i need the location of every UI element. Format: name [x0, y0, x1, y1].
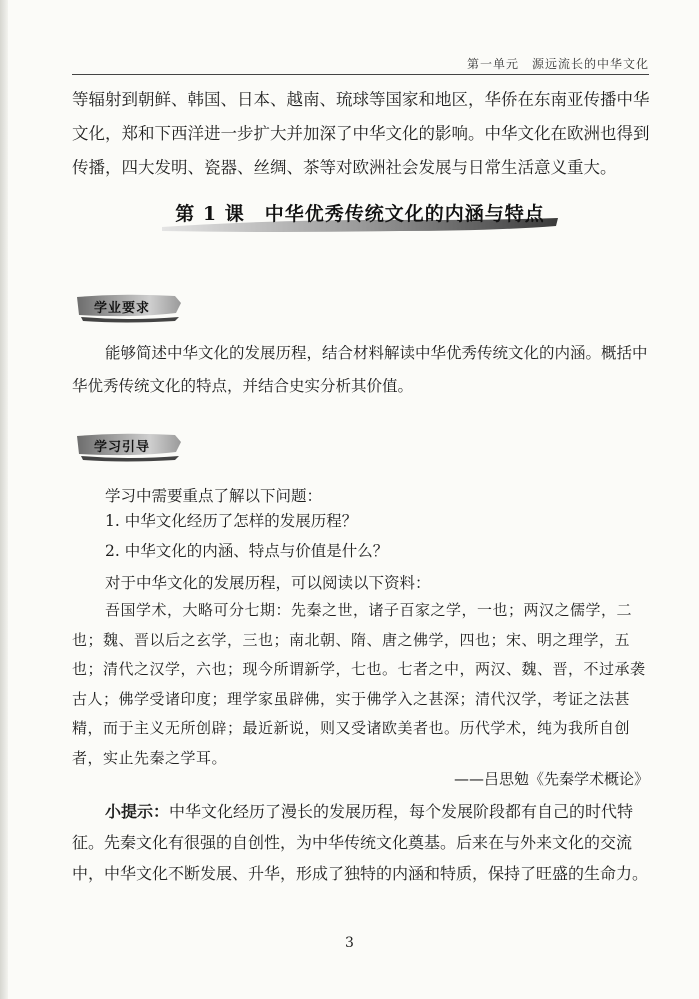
running-header: 第一单元 源远流长的中华文化	[466, 57, 649, 71]
intro-line: 文化，郑和下西洋进一步扩大并加深了中华文化的影响。中华文化在欧洲也得到	[72, 124, 650, 143]
requirements-text: 能够简述中华文化的发展历程，结合材料解读中华优秀传统文化的内涵。概括中华优秀传统文化的特点，并结合史实分析其价值。	[72, 344, 648, 395]
page-number: 3	[345, 935, 354, 951]
intro-line: 传播，四大发明、瓷器、丝绸、茶等对欧洲社会发展与日常生活意义重大。	[72, 158, 617, 177]
question-item: 1. 中华文化经历了怎样的发展历程？	[105, 512, 358, 530]
quoted-passage: 吾国学术，大略可分七期：先秦之世，诸子百家之学，一也；两汉之儒学，二也；魏、晋以后之玄学，三也；南北朝、隋、唐之佛学，四也；宋、明之理学，五也；清代之汉学，六也；现今所谓新学，七也。七者之中，两汉、魏、晋，不过承袭古人；佛学受诸印度；理学家虽辟佛，实于佛学入之甚深；清代汉学，考证之法甚精，而于主义无所创辟；最近新说，则又受诸欧美者也。历代学术，纯为我所自创者，实止先秦之学耳。	[72, 601, 646, 767]
requirements-tag	[75, 291, 185, 325]
tip-paragraph	[72, 796, 652, 889]
header-rule	[72, 74, 649, 75]
guide-tag-label: 学习引导	[94, 440, 151, 455]
question-list	[105, 506, 388, 566]
requirements-tag-label: 学业要求	[94, 301, 151, 316]
tip-label: 小提示：	[105, 802, 170, 821]
lesson-title-banner	[160, 193, 560, 239]
guide-intro: 学习中需要重点了解以下问题：	[105, 487, 323, 505]
resource-intro: 对于中华文化的发展历程，可以阅读以下资料：	[105, 574, 431, 592]
page-edge-shadow	[0, 0, 8, 999]
guide-tag	[75, 430, 185, 464]
intro-paragraph	[72, 83, 652, 185]
intro-line: 等辐射到朝鲜、韩国、日本、越南、琉球等国家和地区，华侨在东南亚传播中华	[72, 90, 650, 109]
tip-text: 中华文化经历了漫长的发展历程，每个发展阶段都有自己的时代特征。先秦文化有很强的自创性，为中华传统文化奠基。后来在与外来文化的交流中，中华文化不断发展、升华，形成了独特的内涵和特质，保持了旺盛的生命力。	[72, 802, 649, 883]
lesson-title: 第 1 课 中华优秀传统文化的内涵与特点	[175, 203, 545, 225]
quote-citation: ——吕思勉《先秦学术概论》	[453, 770, 649, 788]
question-item: 2. 中华文化的内涵、特点与价值是什么？	[105, 542, 389, 560]
